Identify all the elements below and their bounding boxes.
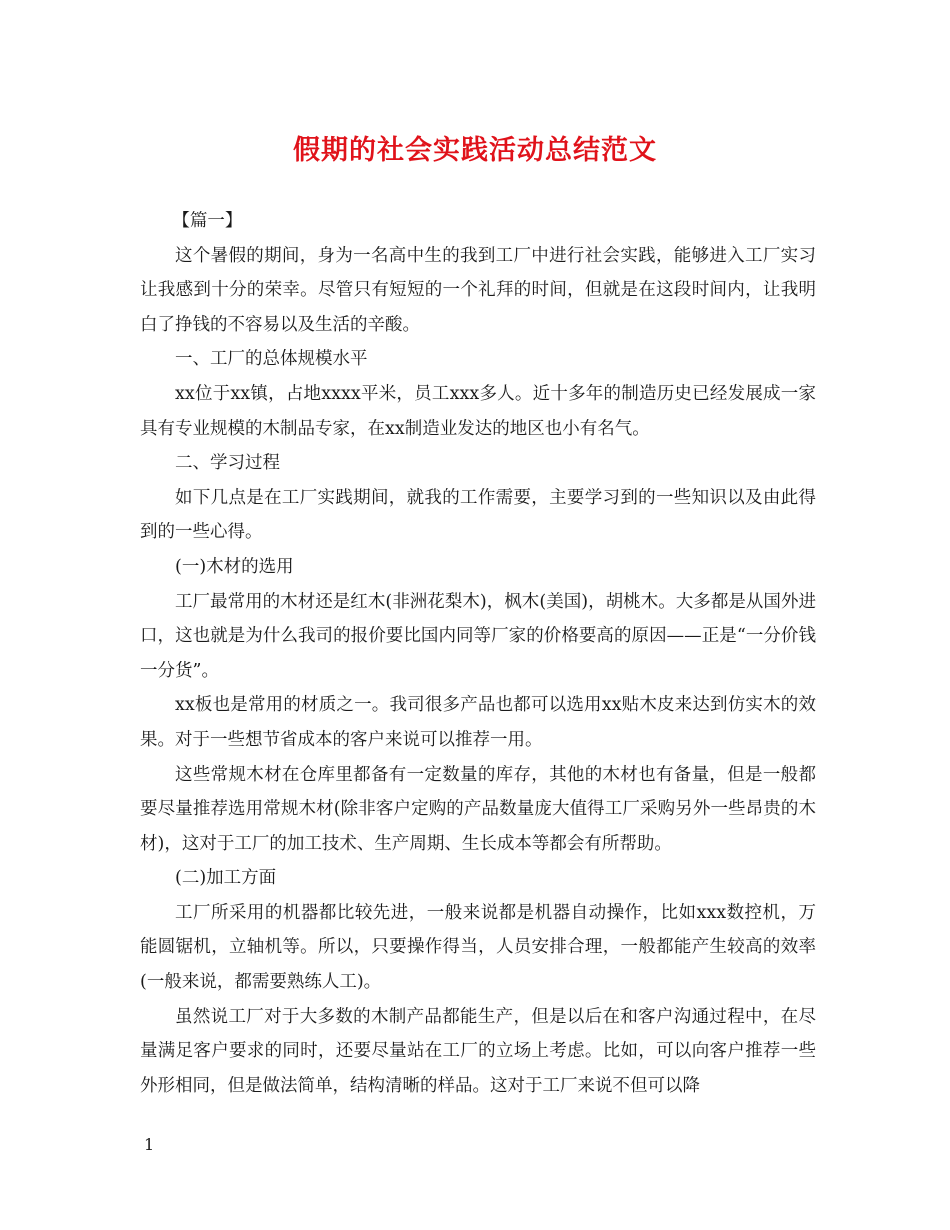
- document-title: 假期的社会实践活动总结范文: [293, 135, 657, 166]
- section-heading: 二、学习过程: [175, 453, 280, 474]
- page-number: 1: [144, 1135, 155, 1154]
- paragraph: xx位于xx镇，占地xxxx平米，员工xxx多人。近十多年的制造历史已经发展成一家具有专业规模的木制品专家，在xx制造业发达的地区也小有名气。: [140, 383, 816, 439]
- subsection-heading: (二)加工方面: [175, 868, 277, 889]
- document-body: [140, 204, 816, 1103]
- subsection-heading: (一)木材的选用: [175, 556, 294, 577]
- paragraph: 如下几点是在工厂实践期间，就我的工作需要，主要学习到的一些知识以及由此得到的一些心得。: [140, 487, 816, 543]
- section-heading: 一、工厂的总体规模水平: [175, 349, 368, 370]
- paragraph: xx板也是常用的材质之一。我司很多产品也都可以选用xx贴木皮来达到仿实木的效果。对于一些想节省成本的客户来说可以推荐一用。: [140, 695, 816, 750]
- paragraph: 这些常规木材在仓库里都备有一定数量的库存，其他的木材也有备量，但是一般都要尽量推荐选用常规木材(除非客户定购的产品数量庞大值得工厂采购另外一些昂贵的木材)，这对于工厂的加工技术、生产周期、生长成本等都会有所帮助。: [140, 764, 816, 854]
- section-heading: 【篇一】: [172, 211, 243, 231]
- paragraph: 虽然说工厂对于大多数的木制产品都能生产，但是以后在和客户沟通过程中，在尽量满足客户要求的同时，还要尽量站在工厂的立场上考虑。比如，可以向客户推荐一些外形相同，但是做法简单，结构清晰的样品。这对于工厂来说不但可以降: [140, 1006, 816, 1096]
- paragraph: 工厂所采用的机器都比较先进，一般来说都是机器自动操作，比如xxx数控机，万能圆锯机，立轴机等。所以，只要操作得当，人员安排合理，一般都能产生较高的效率(一般来说，都需要熟练人工)。: [140, 902, 816, 993]
- paragraph: 这个暑假的期间，身为一名高中生的我到工厂中进行社会实践，能够进入工厂实习让我感到十分的荣幸。尽管只有短短的一个礼拜的时间，但就是在这段时间内，让我明白了挣钱的不容易以及生活的辛酸。: [140, 245, 816, 335]
- paragraph: 工厂最常用的木材还是红木(非洲花梨木)，枫木(美国)，胡桃木。大多都是从国外进口，这也就是为什么我司的报价要比国内同等厂家的价格要高的原因——正是“一分价钱一分货”。: [140, 591, 816, 681]
